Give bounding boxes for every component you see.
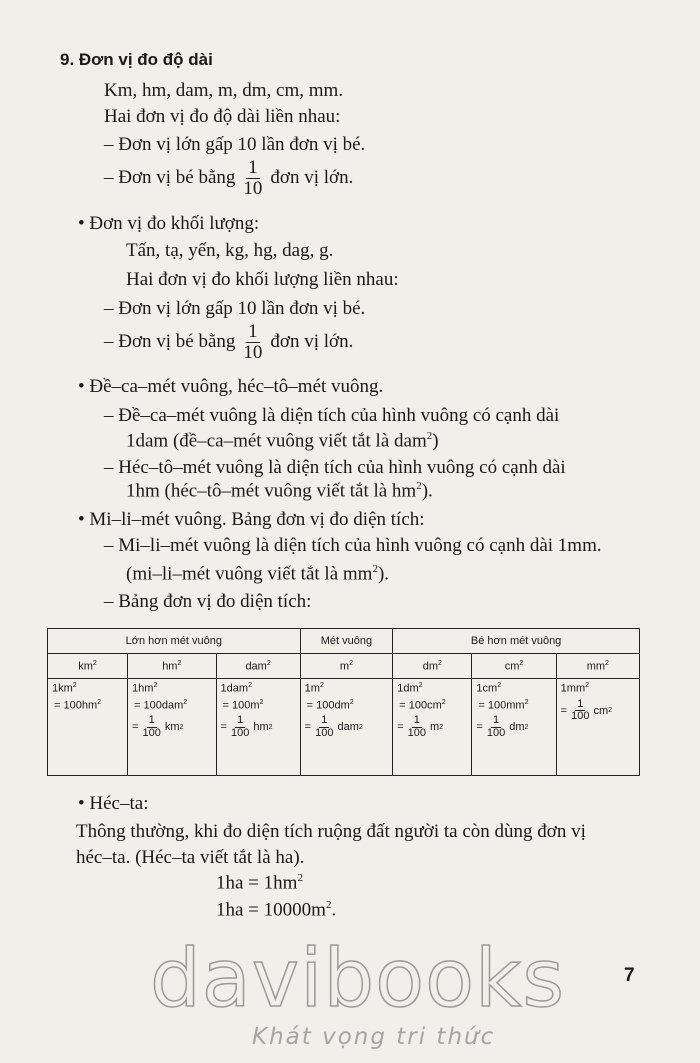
- superscript: 2: [349, 698, 354, 706]
- fraction-numerator: 1: [577, 697, 584, 710]
- unit-header: [216, 654, 300, 679]
- superscript: 2: [585, 682, 590, 689]
- hm2-abbrev-text: 1hm (héc–tô–mét vuông viết tắt là hm: [126, 480, 417, 502]
- hecta-heading: • Héc–ta:: [78, 793, 149, 814]
- fraction-denominator: 100: [486, 726, 506, 739]
- cell-equals-larger: = 100hm: [54, 699, 98, 712]
- unit-label: dam: [245, 660, 267, 673]
- unit-label: dm: [422, 660, 439, 673]
- unit-conversion-cell: [300, 679, 393, 776]
- length-rule-2-pre: – Đơn vị bé bằng: [104, 166, 236, 188]
- unit-conversion-cell: [393, 679, 472, 776]
- mm2-abbrev: [126, 563, 389, 585]
- group-meter: Mét vuông: [300, 629, 393, 654]
- watermark-tagline: Khát vọng tri thức: [252, 1024, 496, 1050]
- mass-units: Tấn, tạ, yến, kg, hg, dag, g.: [126, 240, 334, 261]
- fraction-numerator: 1: [492, 714, 500, 727]
- hm2-abbrev: [126, 480, 433, 502]
- fraction-unit: km: [164, 721, 180, 734]
- unit-conversion-cell: [128, 679, 216, 776]
- unit-conversion-cell: [48, 679, 128, 776]
- cell-equals-larger: = 100dm: [306, 699, 350, 712]
- mass-rule-1: – Đơn vị lớn gấp 10 lần đơn vị bé.: [104, 298, 366, 319]
- fraction-unit: dm: [509, 721, 525, 734]
- superscript: 2: [248, 682, 252, 689]
- cell-value: 1cm: [476, 682, 498, 695]
- hecta-text-1: Thông thường, khi đo diện tích ruộng đất người ta còn dùng đơn vị: [76, 821, 586, 842]
- group-larger: Lớn hơn mét vuông: [48, 629, 301, 654]
- fraction-numerator: 1: [237, 714, 244, 727]
- mm2-abbrev-end: ).: [377, 563, 390, 585]
- unit-header: [128, 654, 216, 679]
- square-heading: • Đề–ca–mét vuông, héc–tô–mét vuông.: [78, 376, 384, 397]
- dam2-abbrev-text: 1dam (đề–ca–mét vuông viết tắt là dam: [126, 430, 427, 452]
- fraction-numerator: 1: [321, 714, 328, 727]
- mass-rule-2: [104, 322, 353, 363]
- superscript: 2: [608, 707, 613, 715]
- unit-header: [556, 654, 639, 679]
- fraction-unit: hm: [253, 721, 269, 734]
- cell-fraction-line: [221, 715, 296, 739]
- superscript: 2: [297, 872, 303, 884]
- hm2-definition: – Héc–tô–mét vuông là diện tích của hình vuông có cạnh dài: [104, 457, 566, 478]
- mass-rule-2-post: đơn vị lớn.: [270, 330, 354, 352]
- superscript: 2: [605, 659, 609, 667]
- mm2-definition: – Mi–li–mét vuông là diện tích của hình vuông có cạnh dài 1mm.: [104, 535, 602, 556]
- unit-conversion-cell: [556, 679, 639, 776]
- unit-conversion-cell: [216, 679, 300, 776]
- equals-sign: =: [220, 721, 227, 734]
- hecta-text-2: héc–ta. (Héc–ta viết tắt là ha).: [76, 847, 305, 868]
- fraction-unit: cm: [593, 704, 609, 717]
- group-smaller: Bé hơn mét vuông: [393, 629, 640, 654]
- mass-heading: • Đơn vị đo khối lượng:: [78, 213, 260, 234]
- eq1-text: 1ha = 1hm: [216, 872, 298, 894]
- superscript: 2: [497, 682, 502, 689]
- length-rule-2: [104, 158, 353, 199]
- unit-label: cm: [504, 660, 520, 673]
- page-number: 7: [624, 965, 635, 986]
- table-value-row: [48, 679, 640, 776]
- fraction-numerator: 1: [248, 157, 258, 178]
- hecta-equation-1: [216, 872, 303, 894]
- fraction-denominator: 10: [243, 341, 263, 363]
- unit-conversion-cell: [472, 679, 556, 776]
- table-unit-row: [48, 654, 640, 679]
- cell-equals-larger: = 100cm: [399, 699, 442, 712]
- cell-fraction-line: [561, 699, 635, 723]
- cell-value: 1km: [52, 682, 73, 695]
- superscript: 2: [259, 698, 264, 706]
- cell-value: 1m: [304, 682, 320, 695]
- equals-sign: =: [476, 721, 483, 734]
- fraction-numerator: 1: [148, 714, 155, 727]
- superscript: 2: [441, 698, 446, 706]
- unit-header: [393, 654, 472, 679]
- cell-fraction-line: [476, 715, 551, 739]
- fraction-denominator: 100: [230, 726, 250, 739]
- unit-header: [472, 654, 556, 679]
- length-units: Km, hm, dam, m, dm, cm, mm.: [104, 80, 344, 101]
- hecta-equation-2: [216, 899, 336, 921]
- dam2-abbrev: [126, 430, 439, 452]
- mm2-abbrev-text: (mi–li–mét vuông viết tắt là mm: [126, 563, 373, 585]
- fraction-denominator: 100: [571, 710, 590, 723]
- unit-label: km: [78, 660, 93, 673]
- superscript: 2: [416, 480, 422, 492]
- fraction-denominator: 10: [243, 177, 263, 199]
- superscript: 2: [349, 659, 353, 667]
- superscript: 2: [325, 899, 332, 911]
- superscript: 2: [358, 723, 363, 731]
- superscript: 2: [372, 563, 378, 575]
- mass-fraction: [241, 322, 264, 363]
- fraction-denominator: 100: [142, 726, 161, 739]
- superscript: 2: [177, 659, 182, 667]
- mm2-heading: • Mi–li–mét vuông. Bảng đơn vị đo diện tích:: [78, 509, 425, 530]
- equals-sign: =: [560, 704, 568, 717]
- watermark-logo: davibooks: [150, 932, 566, 1025]
- superscript: 2: [72, 682, 77, 689]
- superscript: 2: [97, 698, 102, 706]
- length-fraction: [241, 158, 264, 199]
- unit-header: [48, 654, 128, 679]
- superscript: 2: [519, 659, 524, 667]
- mass-adjacent: Hai đơn vị đo khối lượng liền nhau:: [126, 269, 399, 290]
- cell-equals-larger: = 100m: [222, 699, 260, 712]
- cell-fraction-line: [305, 715, 389, 739]
- cell-value: 1dam: [220, 682, 249, 695]
- length-rule-1: – Đơn vị lớn gấp 10 lần đơn vị bé.: [104, 134, 366, 155]
- superscript: 2: [524, 723, 529, 731]
- table-group-row: [48, 629, 640, 654]
- equals-sign: =: [304, 721, 312, 734]
- superscript: 2: [92, 659, 97, 667]
- fraction-unit: dam: [337, 721, 359, 734]
- superscript: 2: [319, 682, 324, 689]
- dam2-definition: – Đề–ca–mét vuông là diện tích của hình vuông có cạnh dài: [104, 405, 560, 426]
- unit-label: hm: [162, 660, 178, 673]
- eq2-text: 1ha = 10000m: [216, 899, 326, 921]
- superscript: 2: [426, 430, 433, 442]
- superscript: 2: [268, 723, 273, 731]
- fraction-unit: m: [430, 721, 440, 734]
- cell-fraction-line: [397, 715, 467, 739]
- fraction-denominator: 100: [407, 726, 427, 739]
- area-units-table: [47, 628, 640, 776]
- fraction-numerator: 1: [413, 714, 420, 727]
- cell-value: 1dm: [397, 682, 419, 695]
- length-rule-2-post: đơn vị lớn.: [270, 166, 354, 188]
- fraction-numerator: 1: [248, 321, 258, 342]
- length-adjacent: Hai đơn vị đo độ dài liền nhau:: [104, 106, 341, 127]
- table-intro: – Bảng đơn vị đo diện tích:: [104, 591, 312, 612]
- dam2-abbrev-end: ): [432, 430, 439, 452]
- unit-label: mm: [586, 660, 606, 673]
- superscript: 2: [439, 723, 444, 731]
- superscript: 2: [183, 698, 188, 706]
- cell-fraction-line: [132, 715, 211, 739]
- cell-value: 1hm: [132, 682, 154, 695]
- fraction-denominator: 100: [315, 726, 334, 739]
- equals-sign: =: [397, 721, 404, 734]
- superscript: 2: [266, 659, 271, 667]
- superscript: 2: [524, 698, 529, 706]
- superscript: 2: [153, 682, 158, 689]
- hm2-abbrev-end: ).: [421, 480, 433, 502]
- equals-sign: =: [132, 721, 139, 734]
- eq2-end: .: [331, 899, 337, 921]
- cell-value: 1mm: [560, 682, 586, 695]
- cell-equals-larger: = 100dam: [134, 699, 184, 712]
- superscript: 2: [438, 659, 442, 667]
- superscript: 2: [418, 682, 423, 689]
- mass-rule-2-pre: – Đơn vị bé bằng: [104, 330, 236, 352]
- unit-header: [300, 654, 393, 679]
- section-title: 9. Đơn vị đo độ dài: [60, 50, 213, 69]
- superscript: 2: [179, 723, 184, 731]
- unit-label: m: [339, 660, 350, 673]
- cell-equals-larger: = 100mm: [478, 699, 525, 712]
